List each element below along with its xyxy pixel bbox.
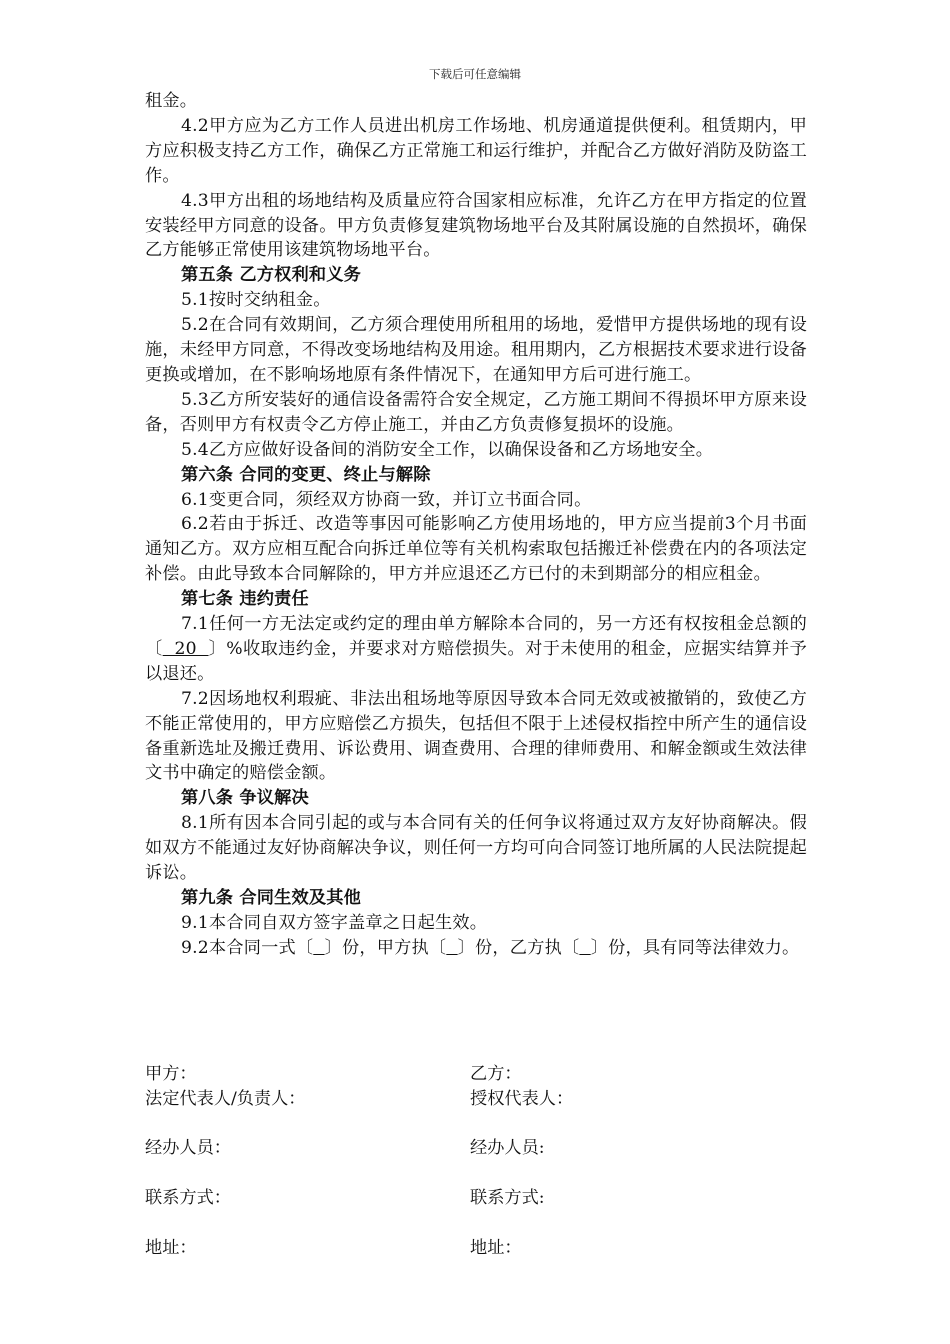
clause-9-2-part4: 〕份，具有同等法律效力。 [590, 937, 800, 958]
clause-8-1: 8.1所有因本合同引起的或与本合同有关的任何争议将通过双方友好协商解决。假如双方不能通过友好协商解决争议，则任何一方均可向合同签订地所属的人民法院提起诉讼。 [145, 813, 807, 884]
contact-a-label: 联系方式： [145, 1188, 231, 1208]
clause-4-3: 4.3甲方出租的场地结构及质量应符合国家相应标准，允许乙方在甲方指定的位置安装经甲方同意的设备。甲方负责修复建筑物场地平台及其附属设施的自然损坏，确保乙方能够正常使用该建筑物场地平台。 [145, 190, 807, 261]
copies-party-b-blank [579, 938, 590, 958]
paragraph: 租金。 [145, 91, 198, 111]
article-6-heading: 第六条 合同的变更、终止与解除 [181, 464, 431, 485]
clause-5-3: 5.3乙方所安装好的通信设备需符合安全规定，乙方施工期间不得损坏甲方原来设备，否则甲方有权责令乙方停止施工，并由乙方负责修复损坏的设施。 [145, 389, 807, 435]
clause-5-1: 5.1按时交纳租金。 [181, 290, 331, 311]
clause-7-2: 7.2因场地权利瑕疵、非法出租场地等原因导致本合同无效或被撤销的，致使乙方不能正常使用的，甲方应赔偿乙方损失，包括但不限于上述侵权指控中所产生的通信设备重新选址及搬迁费用、诉讼费用、调查费用、合理的律师费用、和解金额或生效法律文书中确定的赔偿金额。 [145, 688, 807, 784]
clause-5-4: 5.4乙方应做好设备间的消防安全工作，以确保设备和乙方场地安全。 [181, 439, 714, 460]
clause-5-2: 5.2在合同有效期间，乙方须合理使用所租用的场地，爱惜甲方提供场地的现有设施，未经甲方同意，不得改变场地结构及用途。租用期内，乙方根据技术要求进行设备更换或增加，在不影响场地原有条件情况下，在通知甲方后可进行施工。 [145, 315, 807, 385]
legal-representative-label: 法定代表人/负责人： [145, 1089, 306, 1109]
clause-4-2: 4.2甲方应为乙方工作人员进出机房工作场地、机房通道提供便利。租赁期内，甲方应积极支持乙方工作，确保乙方正常施工和运行维护，并配合乙方做好消防及防盗工作。 [145, 115, 807, 186]
clause-9-2-part2: 〕份，甲方执〔 [324, 937, 447, 958]
party-b-label: 乙方： [470, 1064, 522, 1084]
article-5-heading: 第五条 乙方权利和义务 [181, 265, 362, 286]
article-7-heading: 第七条 违约责任 [181, 589, 309, 610]
contract-body [145, 89, 807, 961]
article-9-heading: 第九条 合同生效及其他 [181, 888, 362, 908]
handler-b-label: 经办人员: [470, 1138, 545, 1158]
clause-7-1-after: 〕%收取违约金，并要求对方赔偿损失。对于未使用的租金，应据实结算并予以退还。 [145, 638, 807, 684]
address-a-label: 地址： [145, 1238, 197, 1258]
contact-b-label: 联系方式: [470, 1188, 545, 1208]
handler-a-label: 经办人员： [145, 1138, 231, 1158]
clause-9-1: 9.1本合同自双方签字盖章之日起生效。 [181, 912, 488, 933]
address-b-label: 地址： [470, 1238, 522, 1258]
copies-party-a-blank [446, 938, 457, 958]
page-header: 下载后可任意编辑 [429, 67, 521, 81]
clause-9-2 [145, 936, 807, 961]
penalty-rate-blank: 20 [162, 638, 209, 659]
clause-6-2: 6.2若由于拆迁、改造等事因可能影响乙方使用场地的，甲方应当提前3个月书面通知乙方。双方应相互配合向拆迁单位等有关机构索取包括搬迁补偿费在内的各项法定补偿。由此导致本合同解除的，甲方并应退还乙方已付的未到期部分的相应租金。 [145, 514, 807, 585]
copies-total-blank [313, 938, 324, 958]
clause-9-2-part1: 9.2本合同一式〔 [181, 937, 314, 958]
authorized-representative-label: 授权代表人： [470, 1089, 574, 1109]
clause-7-1 [145, 612, 807, 687]
clause-7-1-before: 7.1任何一方无法定或约定的理由单方解除本合同的，另一方还有权按租金总额的〔 [145, 614, 807, 659]
clause-9-2-part3: 〕份，乙方执〔 [457, 937, 580, 958]
party-a-label: 甲方： [145, 1064, 197, 1084]
article-8-heading: 第八条 争议解决 [181, 788, 309, 809]
clause-6-1: 6.1变更合同，须经双方协商一致，并订立书面合同。 [181, 489, 592, 510]
